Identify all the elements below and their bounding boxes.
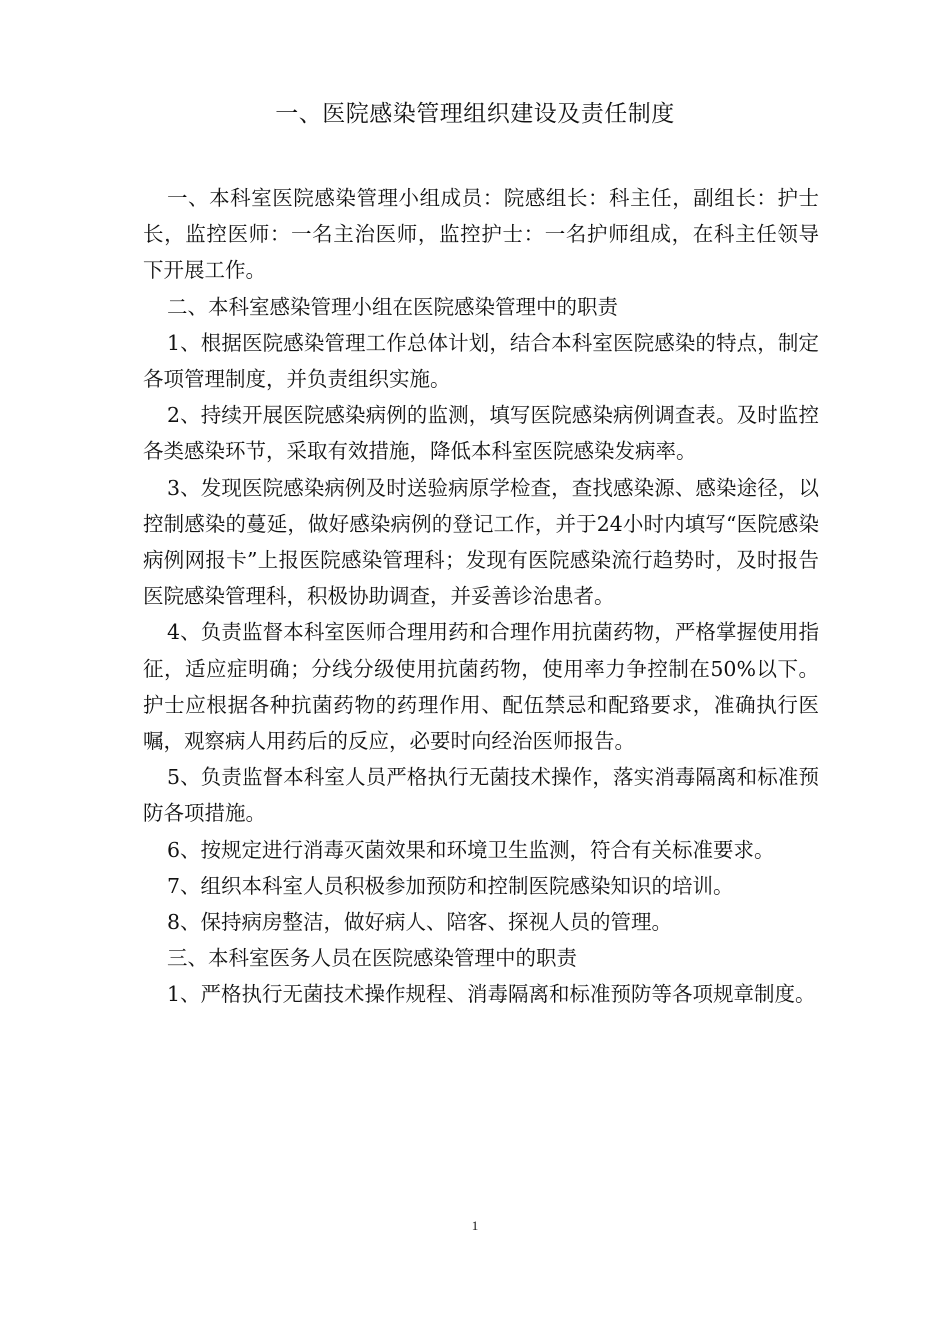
paragraph-11: 三、本科室医务人员在医院感染管理中的职责 (167, 946, 577, 971)
paragraph-8: 6、按规定进行消毒灭菌效果和环境卫生监测，符合有关标准要求。 (167, 837, 775, 862)
document-body (143, 180, 819, 1013)
paragraph-7: 5、负责监督本科室人员严格执行无菌技术操作，落实消毒隔离和标准预防各项措施。 (143, 765, 819, 826)
document-title: 一、医院感染管理组织建设及责任制度 (275, 101, 675, 127)
paragraph-9: 7、组织本科室人员积极参加预防和控制医院感染知识的培训。 (167, 873, 734, 898)
paragraph-4: 2、持续开展医院感染病例的监测，填写医院感染病例调查表。及时监控各类感染环节，采取有效措施，降低本科室医院感染发病率。 (143, 403, 819, 464)
paragraph-2: 二、本科室感染管理小组在医院感染管理中的职责 (167, 294, 618, 319)
paragraph-10: 8、保持病房整洁，做好病人、陪客、探视人员的管理。 (167, 910, 673, 935)
paragraph-1: 一、本科室医院感染管理小组成员：院感组长：科主任，副组长：护士长，监控医师：一名主治医师，监控护士：一名护师组成，在科主任领导下开展工作。 (143, 186, 819, 283)
paragraph-6: 4、负责监督本科室医师合理用药和合理作用抗菌药物，严格掌握使用指征，适应症明确；分线分级使用抗菌药物，使用率力争控制在50%以下。护士应根据各种抗菌药物的药理作用、配伍禁忌和配臵要求，准确执行医嘱，观察病人用药后的反应，必要时向经治医师报告。 (143, 620, 819, 754)
paragraph-5: 3、发现医院感染病例及时送验病原学检查，查找感染源、感染途径，以控制感染的蔓延，做好感染病例的登记工作，并于24小时内填写“医院感染病例网报卡”上报医院感染管理科；发现有医院感染流行趋势时，及时报告医院感染管理科，积极协助调查，并妥善诊治患者。 (143, 475, 819, 609)
paragraph-12: 1、严格执行无菌技术操作规程、消毒隔离和标准预防等各项规章制度。 (167, 982, 816, 1007)
page-number: 1 (471, 1218, 479, 1233)
paragraph-3: 1、根据医院感染管理工作总体计划，结合本科室医院感染的特点，制定各项管理制度，并负责组织实施。 (143, 330, 819, 392)
